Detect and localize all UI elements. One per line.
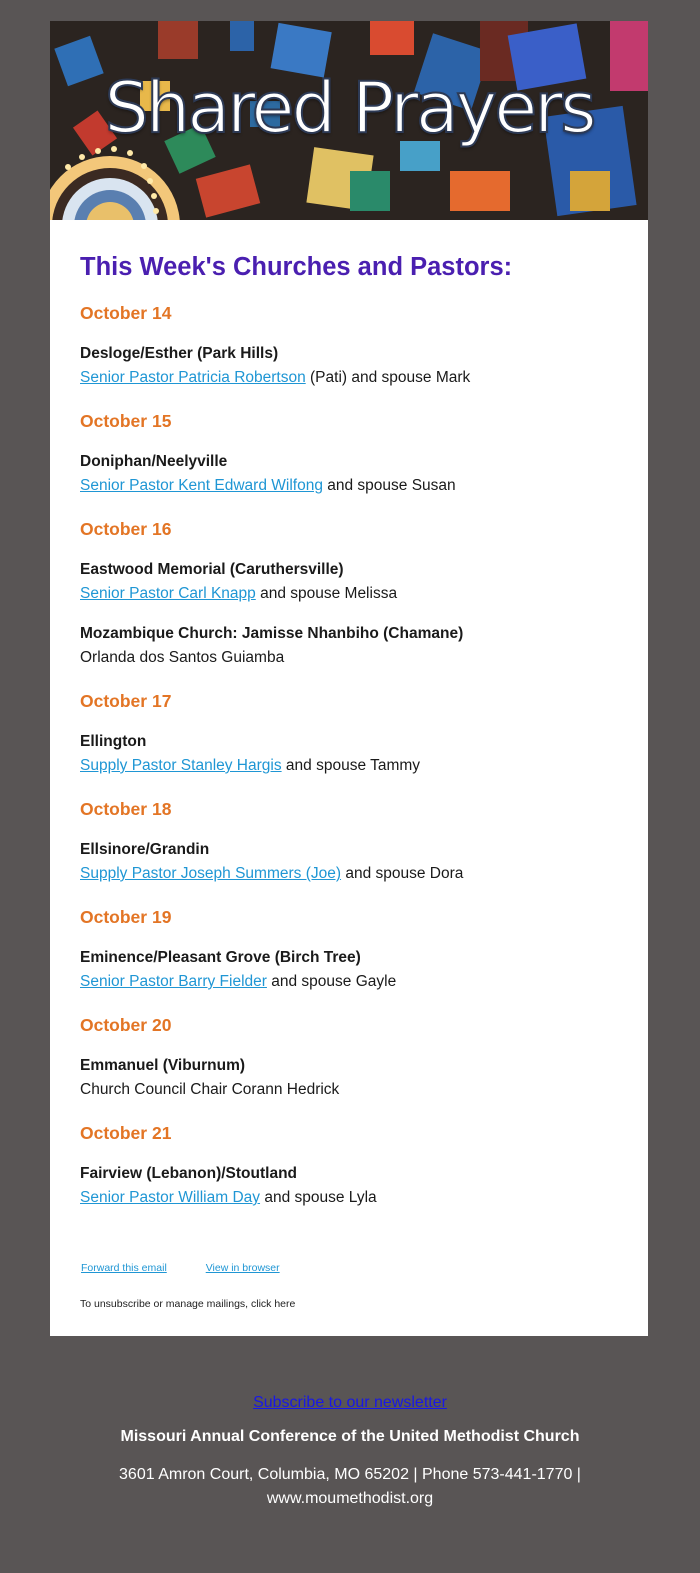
church-name: Desloge/Esther (Park Hills) [80,345,279,362]
church-name: Fairview (Lebanon)/Stoutland [80,1165,298,1182]
day-section [80,690,618,778]
church-name: Ellington [80,733,147,750]
church-entry [80,838,618,886]
pastor-link[interactable]: Senior Pastor Carl Knapp [80,585,256,602]
pastor-line [80,366,618,390]
church-entry [80,1162,618,1210]
church-entry [80,342,618,390]
pastor-details: and spouse Gayle [266,973,397,990]
church-entry [80,730,618,778]
pastor-link[interactable]: Supply Pastor Joseph Summers (Joe) [80,865,342,882]
pastor-link[interactable]: Supply Pastor Stanley Hargis [80,757,282,774]
pastor-line: Orlanda dos Santos Guiamba [80,649,285,666]
church-entry [80,622,618,670]
church-name: Emmanuel (Viburnum) [80,1057,246,1074]
email-card [50,21,648,1336]
pastor-line [80,582,618,606]
church-entry [80,946,618,994]
date-heading: October 17 [80,691,172,711]
church-entry [80,558,618,606]
church-name: Mozambique Church: Jamisse Nhanbiho (Chamane) [80,625,464,642]
date-heading: October 14 [80,303,172,323]
content [50,252,648,1310]
subscribe-link[interactable]: Subscribe to our newsletter [253,1394,447,1411]
date-heading: October 16 [80,519,172,539]
pastor-details: and spouse Tammy [281,757,421,774]
email-links [80,1262,618,1274]
pastor-line [80,474,618,498]
day-section [80,518,618,670]
banner-title: Shared Prayers [104,67,594,149]
banner [50,21,648,220]
pastor-line: Church Council Chair Corann Hedrick [80,1081,340,1098]
day-section [80,906,618,994]
pastor-details: and spouse Susan [322,477,456,494]
footer [0,1394,700,1511]
pastor-line [80,754,618,778]
date-heading: October 19 [80,907,172,927]
address-line: 3601 Amron Court, Columbia, MO 65202 | Phone 573-441-1770 | [119,1466,581,1483]
pastor-link[interactable]: Senior Pastor Patricia Robertson [80,369,306,386]
page-heading: This Week's Churches and Pastors: [80,253,513,281]
pastor-link[interactable]: Senior Pastor Barry Fielder [80,973,267,990]
day-section [80,1122,618,1210]
pastor-details: and spouse Melissa [255,585,398,602]
pastor-details: (Pati) and spouse Mark [305,369,471,386]
church-name: Ellsinore/Grandin [80,841,210,858]
address [0,1463,700,1511]
date-heading: October 18 [80,799,172,819]
date-heading: October 15 [80,411,172,431]
pastor-line [80,970,618,994]
day-section [80,1014,618,1102]
pastor-details: and spouse Dora [341,865,464,882]
day-section [80,410,618,498]
day-section [80,798,618,886]
pastor-details: and spouse Lyla [260,1189,377,1206]
church-entry [80,1054,618,1102]
forward-email-link[interactable]: Forward this email [81,1262,167,1274]
unsubscribe-text[interactable]: To unsubscribe or manage mailings, click here [80,1298,296,1310]
day-section [80,302,618,390]
church-name: Eminence/Pleasant Grove (Birch Tree) [80,949,361,966]
date-heading: October 21 [80,1123,172,1143]
org-name: Missouri Annual Conference of the United Methodist Church [120,1428,580,1445]
pastor-line [80,1186,618,1210]
pastor-link[interactable]: Senior Pastor Kent Edward Wilfong [80,477,323,494]
website-text: www.moumethodist.org [266,1490,434,1507]
church-entry [80,450,618,498]
pastor-line [80,862,618,886]
date-heading: October 20 [80,1015,172,1035]
church-name: Eastwood Memorial (Caruthersville) [80,561,344,578]
church-name: Doniphan/Neelyville [80,453,228,470]
pastor-link[interactable]: Senior Pastor William Day [80,1189,261,1206]
view-in-browser-link[interactable]: View in browser [205,1262,280,1274]
